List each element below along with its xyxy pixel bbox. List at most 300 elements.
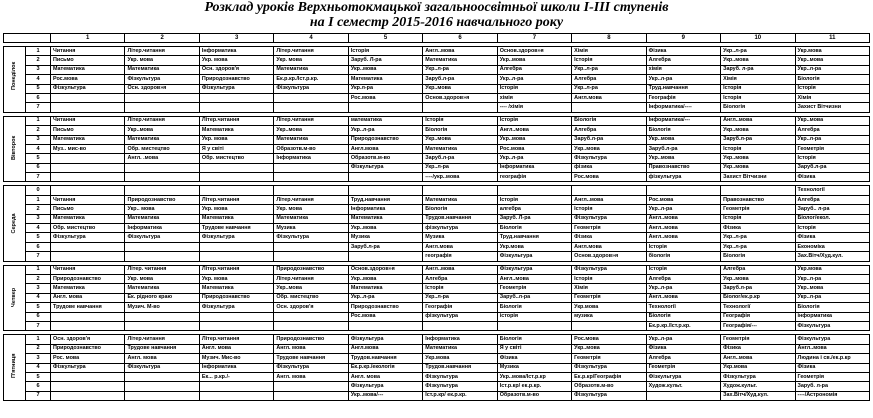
subject-cell: Заруб. Л-ра	[497, 214, 571, 223]
lesson-row	[4, 242, 870, 251]
lesson-row	[4, 163, 870, 172]
subject-cell: Хімія	[572, 284, 646, 293]
subject-cell: Муз.. мис-во	[51, 144, 125, 153]
subject-cell: Укр..л-ра	[795, 293, 869, 302]
subject-cell: Фізкультура	[51, 84, 125, 93]
subject-cell: Укр..мова	[348, 274, 422, 283]
subject-cell: Фізика	[721, 224, 795, 233]
subject-cell: Фізкультура	[348, 335, 422, 344]
lesson-number: 2	[26, 205, 51, 214]
subject-cell: Рос.мова	[51, 75, 125, 84]
subject-cell: Математика	[423, 56, 497, 65]
subject-cell: Рос.мова	[348, 93, 422, 102]
lesson-number: 0	[26, 186, 51, 195]
subject-cell: Алгебра	[795, 126, 869, 135]
class-header: 9	[646, 34, 720, 43]
subject-cell: Укр..мова	[721, 154, 795, 163]
subject-cell: Я у світі	[199, 144, 273, 153]
subject-cell: Історія	[572, 205, 646, 214]
subject-cell: Математика	[274, 135, 348, 144]
subject-cell: Укр..мова	[721, 126, 795, 135]
subject-cell	[51, 93, 125, 102]
subject-cell: Музич. М-во	[125, 303, 199, 312]
lesson-number: 5	[26, 303, 51, 312]
subject-cell: Фізика	[646, 47, 720, 56]
subject-cell	[199, 93, 273, 102]
subject-cell: Укр..л-ра	[795, 65, 869, 74]
subject-cell: Образотв.м-во	[497, 391, 571, 400]
subject-cell: Геометрія	[572, 354, 646, 363]
subject-cell: Літер.читання	[199, 335, 273, 344]
subject-cell: Англ.мова	[572, 93, 646, 102]
subject-cell: Математика	[274, 65, 348, 74]
lesson-number: 3	[26, 65, 51, 74]
subject-cell: Математика	[199, 284, 273, 293]
lesson-number: 5	[26, 84, 51, 93]
lesson-row	[4, 274, 870, 283]
subject-cell: Музика	[497, 363, 571, 372]
subject-cell: Алгебра	[646, 56, 720, 65]
subject-cell: Інформатика	[199, 363, 273, 372]
subject-cell: Інформатика/---	[646, 116, 720, 125]
subject-cell: Людина і св./ек.р.кр	[795, 354, 869, 363]
class-header: 5	[348, 34, 422, 43]
subject-cell: Захист Вітчизни	[721, 173, 795, 182]
subject-cell: Інформатика	[125, 224, 199, 233]
lesson-number: 2	[26, 126, 51, 135]
subject-cell: Укр..л-ра	[423, 293, 497, 302]
subject-cell: Укр..л-ра	[572, 65, 646, 74]
lesson-number: 3	[26, 214, 51, 223]
subject-cell: Математика	[423, 144, 497, 153]
subject-cell: Геометрія	[572, 293, 646, 302]
lesson-row	[4, 65, 870, 74]
subject-cell: Зах.Вітч/Худ.кул.	[795, 252, 869, 261]
subject-cell: Англ. мова	[274, 372, 348, 381]
subject-cell	[423, 321, 497, 330]
subject-cell: Худож.культ.	[646, 382, 720, 391]
subject-cell: Історія	[721, 84, 795, 93]
subject-cell: Інформатика	[423, 335, 497, 344]
lesson-row	[4, 56, 870, 65]
subject-cell: Природознавство	[51, 274, 125, 283]
subject-cell	[274, 312, 348, 321]
subject-cell: Укр..мова	[795, 56, 869, 65]
subject-cell: Англ.мова	[348, 144, 422, 153]
subject-cell: Укр..л-ра	[497, 154, 571, 163]
subject-cell	[125, 321, 199, 330]
subject-cell: Заруб. л-ра	[795, 382, 869, 391]
subject-cell: Укр.мова	[795, 47, 869, 56]
subject-cell: Трудов.навчання	[423, 214, 497, 223]
subject-cell: Біологія	[572, 116, 646, 125]
subject-cell: Рос.мова	[572, 335, 646, 344]
subject-cell: Геометрія	[721, 205, 795, 214]
subject-cell: Фізика	[721, 344, 795, 353]
subject-cell: Фізика	[795, 363, 869, 372]
subject-cell: Заруб.л-ра	[572, 135, 646, 144]
subject-cell: Біологія	[497, 303, 571, 312]
lesson-number: 7	[26, 321, 51, 330]
subject-cell: Природознавство	[199, 75, 273, 84]
subject-cell: Заруб.л-ра	[721, 284, 795, 293]
subject-cell: Укр..мова	[572, 344, 646, 353]
subject-cell: Укр.мова	[572, 303, 646, 312]
subject-cell: Алгебра	[497, 65, 571, 74]
subject-cell: Ек. рідного краю	[125, 293, 199, 302]
subject-cell	[125, 173, 199, 182]
lesson-number: 4	[26, 363, 51, 372]
lesson-row	[4, 154, 870, 163]
subject-cell	[348, 103, 422, 112]
subject-cell: Укр. мова	[199, 205, 273, 214]
subject-cell: Літер.читання	[125, 47, 199, 56]
subject-cell: Історія	[572, 56, 646, 65]
subject-cell: Укр..мова	[795, 116, 869, 125]
lesson-row	[4, 47, 870, 56]
subject-cell: Музика	[423, 233, 497, 242]
subject-cell: Фізика	[795, 173, 869, 182]
subject-cell	[199, 242, 273, 251]
class-header: 11	[795, 34, 869, 43]
subject-cell: Рос.мова	[572, 173, 646, 182]
subject-cell: Ек.р.кр/Географія	[572, 372, 646, 381]
subject-cell: Письмо	[51, 205, 125, 214]
lesson-row	[4, 382, 870, 391]
subject-cell	[199, 382, 273, 391]
subject-cell: Інформатика	[497, 163, 571, 172]
subject-cell: Образотв.м-во	[274, 144, 348, 153]
subject-cell: Біологія	[721, 252, 795, 261]
subject-cell: Трудов.навчання	[423, 363, 497, 372]
subject-cell: Літер.читання	[274, 116, 348, 125]
subject-cell: ----/укр..мова	[423, 173, 497, 182]
subject-cell	[274, 173, 348, 182]
subject-cell: Фізкультура	[795, 321, 869, 330]
subject-cell: Труд.навчання	[348, 195, 422, 204]
subject-cell	[423, 103, 497, 112]
subject-cell: Укр..мова	[721, 274, 795, 283]
subject-cell: Алгебра	[572, 75, 646, 84]
subject-cell: Історія	[795, 154, 869, 163]
subject-cell: Інформатика	[348, 205, 422, 214]
subject-cell: Алгебра	[572, 126, 646, 135]
subject-cell: Фізкультура	[274, 233, 348, 242]
subject-cell	[348, 321, 422, 330]
class-header: 4	[274, 34, 348, 43]
subject-cell: Історія	[497, 195, 571, 204]
subject-cell: Осн. здоров'я	[274, 303, 348, 312]
lesson-row	[4, 284, 870, 293]
subject-cell: Укр..л-ра	[497, 75, 571, 84]
subject-cell: Фізкультура	[348, 382, 422, 391]
subject-cell: Економіка	[795, 242, 869, 251]
class-header: 3	[199, 34, 273, 43]
lesson-number: 6	[26, 312, 51, 321]
subject-cell: Обр. мистецтво	[51, 224, 125, 233]
subject-cell: Англ..мова	[646, 214, 720, 223]
subject-cell: Алгебра	[423, 274, 497, 283]
subject-cell: Літер.читання	[199, 195, 273, 204]
subject-cell	[199, 312, 273, 321]
subject-cell: Географія	[423, 303, 497, 312]
subject-cell: Укр..л-ра	[646, 284, 720, 293]
subject-cell: Історія	[795, 84, 869, 93]
semester-subtitle: на І семестр 2015-2016 навчального року	[309, 15, 564, 30]
subject-cell: Укр..мова	[646, 135, 720, 144]
lesson-row	[4, 344, 870, 353]
subject-cell	[572, 321, 646, 330]
subject-cell	[51, 103, 125, 112]
subject-cell: Укр..мова	[348, 65, 422, 74]
day-name: Четвер	[11, 288, 17, 308]
lesson-number: 6	[26, 93, 51, 102]
subject-cell: Англ..мова	[497, 126, 571, 135]
subject-cell: Природознавство	[348, 135, 422, 144]
subject-cell: Ек... р.кр./-	[199, 372, 273, 381]
subject-cell: Математика	[125, 214, 199, 223]
lesson-row	[4, 186, 870, 195]
subject-cell: Укр..л-ра	[721, 242, 795, 251]
subject-cell: Укр..л-ра	[795, 274, 869, 283]
subject-cell: Біологія	[646, 126, 720, 135]
subject-cell: Біологія	[721, 103, 795, 112]
subject-cell: Фізкультура	[423, 382, 497, 391]
subject-cell: Біологія	[646, 312, 720, 321]
lesson-row	[4, 321, 870, 330]
subject-cell: Укр..мова	[274, 284, 348, 293]
subject-cell: Математика	[348, 214, 422, 223]
subject-cell: Природознавство	[199, 293, 273, 302]
subject-cell: Захист Вітчизни	[795, 103, 869, 112]
subject-cell: біологія	[646, 252, 720, 261]
subject-cell: Геометрія	[721, 335, 795, 344]
subject-cell: Трудове навчання	[51, 303, 125, 312]
subject-cell: Укр..л-ра	[646, 205, 720, 214]
subject-cell	[51, 186, 125, 195]
subject-cell: Фізкультура	[497, 252, 571, 261]
subject-cell: Алгебра	[721, 265, 795, 274]
subject-cell	[348, 173, 422, 182]
lesson-number: 7	[26, 391, 51, 400]
subject-cell: Обр. мистецтво	[125, 144, 199, 153]
lesson-row	[4, 214, 870, 223]
subject-cell: Хімія	[795, 93, 869, 102]
subject-cell: Історія	[423, 284, 497, 293]
subject-cell: Заруб.л-ра	[646, 144, 720, 153]
subject-cell: Природознавство	[348, 303, 422, 312]
subject-cell	[51, 391, 125, 400]
subject-cell: Англ..мова	[423, 47, 497, 56]
subject-cell: Фізкультура	[572, 391, 646, 400]
subject-cell: Історія	[721, 214, 795, 223]
subject-cell: Укр..мова	[795, 284, 869, 293]
subject-cell: Математика	[51, 214, 125, 223]
subject-cell	[274, 382, 348, 391]
subject-cell: Фізкультура	[572, 363, 646, 372]
subject-cell: математика	[348, 116, 422, 125]
subject-cell	[348, 252, 422, 261]
subject-cell: Образотв.м-во	[348, 154, 422, 163]
subject-cell: Математика	[51, 284, 125, 293]
subject-cell: Математика	[348, 284, 422, 293]
lesson-number: 6	[26, 382, 51, 391]
lesson-row	[4, 252, 870, 261]
subject-cell: Фізкультура	[51, 363, 125, 372]
subject-cell	[51, 173, 125, 182]
subject-cell: Фізкультура	[274, 363, 348, 372]
lesson-row	[4, 126, 870, 135]
subject-cell: Природознавство	[125, 195, 199, 204]
subject-cell	[721, 186, 795, 195]
subject-cell: Фізкультура	[125, 233, 199, 242]
subject-cell: Фізкультура	[125, 75, 199, 84]
subject-cell: Рос.мова	[646, 195, 720, 204]
subject-cell	[125, 163, 199, 172]
subject-cell: Обр. мистецтво	[199, 154, 273, 163]
subject-cell: хімія	[646, 65, 720, 74]
day-label	[4, 116, 26, 182]
subject-cell	[125, 252, 199, 261]
subject-cell: Географія/---	[721, 321, 795, 330]
subject-cell	[274, 391, 348, 400]
subject-cell: Фізкультура	[125, 363, 199, 372]
subject-cell: Англ..мова	[423, 265, 497, 274]
subject-cell: Математика	[125, 65, 199, 74]
subject-cell: Біолог/екол.	[795, 214, 869, 223]
lesson-number: 3	[26, 354, 51, 363]
subject-cell	[51, 372, 125, 381]
class-header: 2	[125, 34, 199, 43]
class-header: 7	[497, 34, 571, 43]
schedule-title: Розклад уроків Верхньотокмацької загальноосвітньої школи І-ІІІ ступенів	[204, 0, 669, 15]
subject-cell: алгебра	[497, 205, 571, 214]
subject-cell: географія	[497, 173, 571, 182]
subject-cell: Ек.р.кр./Іст.р.кр.	[274, 75, 348, 84]
subject-cell: Укр..л-ра	[572, 84, 646, 93]
subject-cell: Письмо	[51, 126, 125, 135]
subject-cell: Трудове навчання	[274, 354, 348, 363]
subject-cell: Англ. мова	[51, 293, 125, 302]
lesson-row	[4, 135, 870, 144]
subject-cell: Укр..мова	[721, 56, 795, 65]
subject-cell: Геометрія	[795, 372, 869, 381]
day-name: Вівторок	[11, 135, 17, 160]
subject-cell: Заруб.л-ра	[721, 135, 795, 144]
subject-cell: Інформатика/----	[646, 103, 720, 112]
subject-cell: Фізкультура	[721, 372, 795, 381]
subject-cell: Фізика	[572, 233, 646, 242]
subject-cell: Технології	[721, 303, 795, 312]
lesson-row	[4, 354, 870, 363]
subject-cell: Осн. здоров'я	[51, 335, 125, 344]
subject-cell	[125, 391, 199, 400]
subject-cell: Основ.здоров»я	[497, 47, 571, 56]
subject-cell: Фізкультура	[274, 84, 348, 93]
subject-cell: Біолог/ек.р.кр	[721, 293, 795, 302]
subject-cell: Труд.навчання	[646, 84, 720, 93]
subject-cell	[199, 173, 273, 182]
subject-cell: Літер.читання	[125, 335, 199, 344]
subject-cell: Математика	[125, 135, 199, 144]
lesson-number: 4	[26, 293, 51, 302]
subject-cell: Природознавство	[274, 265, 348, 274]
subject-cell: Трудов.навчання	[348, 354, 422, 363]
subject-cell: Англ..мова	[646, 224, 720, 233]
subject-cell: Образотв.м-во	[572, 382, 646, 391]
lesson-number: 7	[26, 103, 51, 112]
subject-cell: Англ. .мова	[125, 154, 199, 163]
subject-cell: Алгебра	[646, 274, 720, 283]
day-label	[4, 335, 26, 401]
subject-cell: Правознавство	[721, 195, 795, 204]
subject-cell: Основ.здоров»я	[348, 265, 422, 274]
subject-cell: Математика	[125, 284, 199, 293]
subject-cell: Укр. мова	[274, 56, 348, 65]
subject-cell	[199, 321, 273, 330]
subject-cell: Фізкультура	[497, 265, 571, 274]
subject-cell	[199, 252, 273, 261]
lesson-row	[4, 195, 870, 204]
subject-cell: Природознавство	[51, 344, 125, 353]
lesson-row	[4, 372, 870, 381]
subject-cell: Фізкультура	[646, 372, 720, 381]
subject-cell: Англ. мова	[199, 344, 273, 353]
lesson-row	[4, 363, 870, 372]
subject-cell	[274, 186, 348, 195]
subject-cell: Англ.мова	[423, 242, 497, 251]
subject-cell: Історія	[646, 242, 720, 251]
subject-cell: Заруб. Л-ра	[348, 56, 422, 65]
subject-cell	[646, 391, 720, 400]
subject-cell: Заруб. л-ра	[721, 65, 795, 74]
subject-cell: Англ..мова	[721, 354, 795, 363]
subject-cell: Біологія	[497, 224, 571, 233]
subject-cell: Історія	[423, 116, 497, 125]
subject-cell	[646, 186, 720, 195]
subject-cell: Рос. мова	[51, 354, 125, 363]
subject-cell: Укр..мова	[497, 135, 571, 144]
subject-cell	[51, 154, 125, 163]
lesson-row	[4, 335, 870, 344]
subject-cell	[51, 312, 125, 321]
lesson-number: 4	[26, 75, 51, 84]
subject-cell: Заруб.л-ра	[423, 75, 497, 84]
lesson-number: 7	[26, 252, 51, 261]
lesson-number: 5	[26, 372, 51, 381]
subject-cell	[199, 186, 273, 195]
subject-cell: Осн. здоров»я	[125, 84, 199, 93]
day-label	[4, 47, 26, 113]
subject-cell: Математика	[199, 126, 273, 135]
subject-cell	[572, 103, 646, 112]
subject-cell: Літер.читання	[274, 195, 348, 204]
subject-cell: Географія	[646, 93, 720, 102]
subject-cell	[125, 103, 199, 112]
subject-cell: музика	[572, 312, 646, 321]
subject-cell: Укр..мова	[423, 135, 497, 144]
lesson-row	[4, 75, 870, 84]
subject-cell: Англ..мова	[646, 233, 720, 242]
subject-cell: Укр. мова	[274, 205, 348, 214]
subject-cell: Читання	[51, 47, 125, 56]
subject-cell: Читання	[51, 195, 125, 204]
subject-cell: Історія	[497, 84, 571, 93]
subject-cell: Фізкультура	[423, 372, 497, 381]
lesson-number: 2	[26, 56, 51, 65]
subject-cell: Укр..мова	[572, 144, 646, 153]
subject-cell: Фізика	[497, 354, 571, 363]
